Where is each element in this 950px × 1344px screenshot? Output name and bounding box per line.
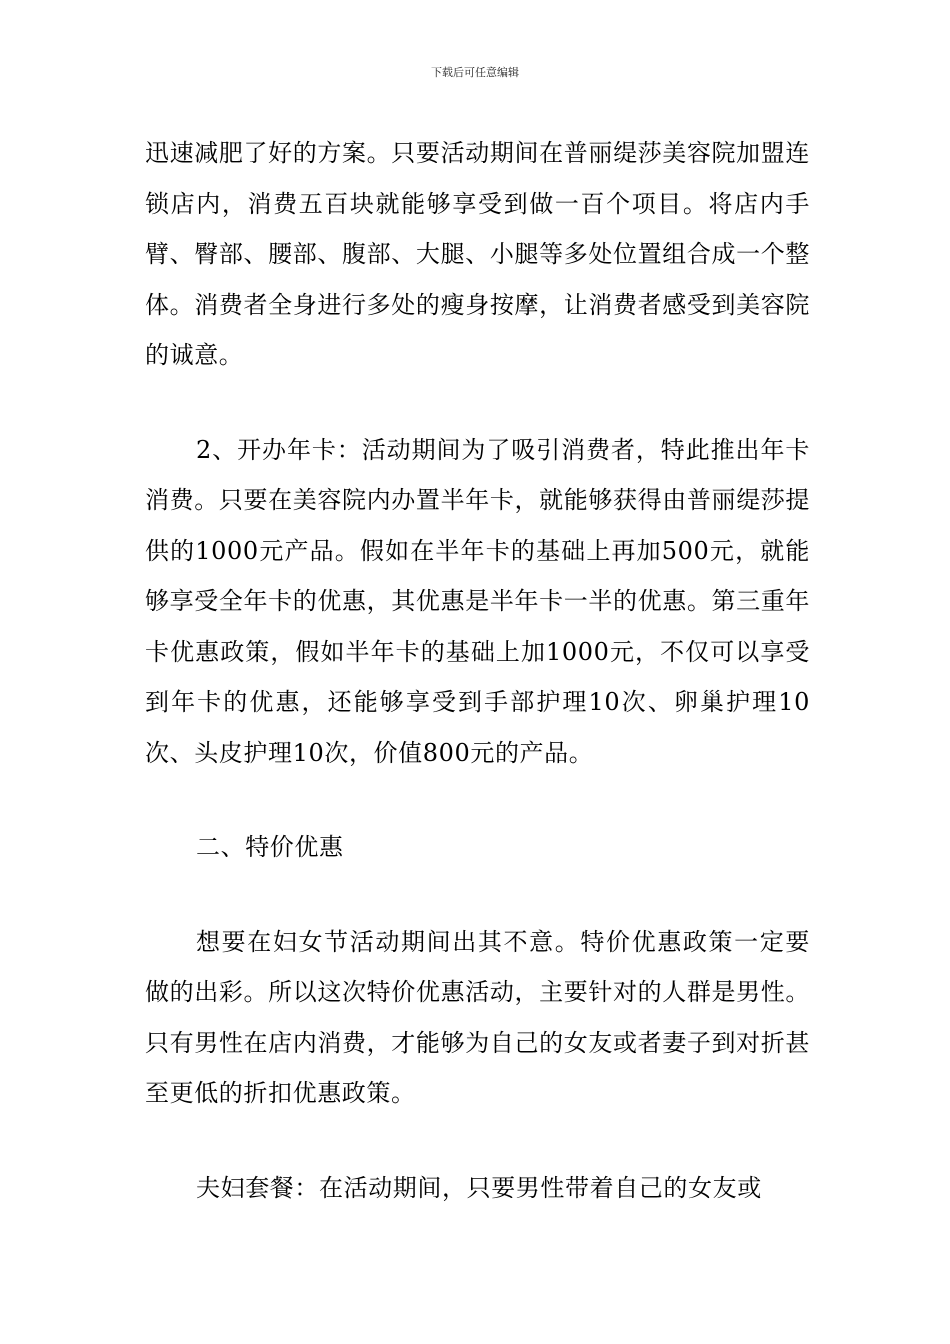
section-heading-special-offer: 二、特价优惠 xyxy=(196,833,344,861)
paragraph-special-offer: 想要在妇女节活动期间出其不意。特价优惠政策一定要做的出彩。所以这次特价优惠活动，主要针对的人群是男性。只有男性在店内消费，才能够为自己的女友或者妻子到对折甚至更低的折扣优惠政策。 xyxy=(145,927,810,1107)
paragraph-spacer xyxy=(145,873,810,917)
document-body xyxy=(145,128,810,1213)
paragraph-couple-package: 夫妇套餐：在活动期间，只要男性带着自己的女友或 xyxy=(196,1173,762,1202)
paragraph-annual-card: 2、开办年卡：活动期间为了吸引消费者，特此推出年卡消费。只要在美容院内办置半年卡，就能够获得由普丽缇莎提供的1000元产品。假如在半年卡的基础上再加500元，就能够享受全年卡的优惠，其优惠是半年卡一半的优惠。第三重年卡优惠政策，假如半年卡的基础上加1000元，不仅可以享受到年卡的优惠，还能够享受到手部护理10次、卵巢护理10次、头皮护理10次，价值800元的产品。 xyxy=(145,435,810,767)
paragraph-spacer xyxy=(145,778,810,822)
paragraph-slimming-plan: 迅速减肥了好的方案。只要活动期间在普丽缇莎美容院加盟连锁店内，消费五百块就能够享受到做一百个项目。将店内手臂、臀部、腰部、腹部、大腿、小腿等多处位置组合成一个整体。消费者全身进行多处的瘦身按摩，让消费者感受到美容院的诚意。 xyxy=(145,139,810,369)
paragraph-spacer xyxy=(145,381,810,425)
paragraph-spacer xyxy=(145,1119,810,1163)
header-note: 下载后可任意编辑 xyxy=(431,66,519,79)
